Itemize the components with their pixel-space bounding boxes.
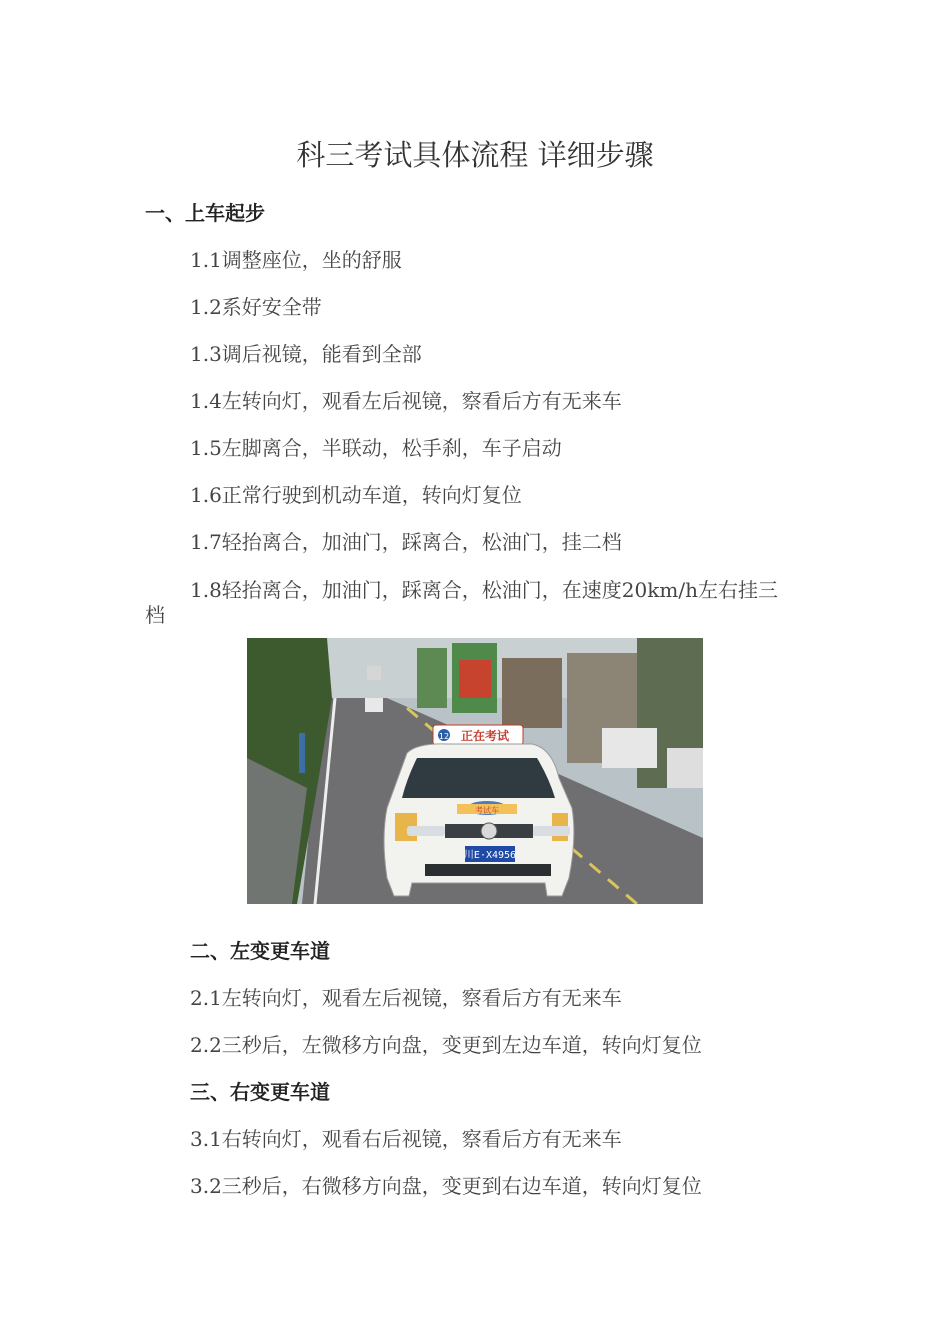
list-item: 3.2三秒后，右微移方向盘，变更到右边车道，转向灯复位 <box>190 1174 702 1198</box>
section-heading-3: 三、右变更车道 <box>190 1080 330 1104</box>
list-item: 1.6正常行驶到机动车道，转向灯复位 <box>190 483 522 507</box>
list-item-continuation: 档 <box>145 603 165 627</box>
section-heading-1: 一、上车起步 <box>145 201 265 225</box>
license-plate: 川E·X4956 <box>463 850 517 861</box>
section-heading-2: 二、左变更车道 <box>190 939 330 963</box>
exam-car-photo <box>247 638 703 904</box>
list-item: 3.1右转向灯，观看右后视镜，察看后方有无来车 <box>190 1127 622 1151</box>
list-item: 1.7轻抬离合，加油门，踩离合，松油门，挂二档 <box>190 530 622 554</box>
list-item: 1.8轻抬离合，加油门，踩离合，松油门，在速度20km/h左右挂三 <box>190 578 778 602</box>
roof-number: 12 <box>438 732 450 741</box>
list-item: 2.2三秒后，左微移方向盘，变更到左边车道，转向灯复位 <box>190 1033 702 1057</box>
list-item: 1.3调后视镜，能看到全部 <box>190 342 422 366</box>
list-item: 1.4左转向灯，观看左后视镜，察看后方有无来车 <box>190 389 622 413</box>
page-title: 科三考试具体流程 详细步骤 <box>296 138 654 172</box>
list-item: 1.5左脚离合，半联动，松手刹，车子启动 <box>190 436 562 460</box>
roof-sign: 正在考试 <box>460 729 510 743</box>
door-label: 考试车 <box>475 806 499 815</box>
list-item: 1.2系好安全带 <box>190 295 322 319</box>
list-item: 2.1左转向灯，观看左后视镜，察看后方有无来车 <box>190 986 622 1010</box>
list-item: 1.1调整座位，坐的舒服 <box>190 248 402 272</box>
